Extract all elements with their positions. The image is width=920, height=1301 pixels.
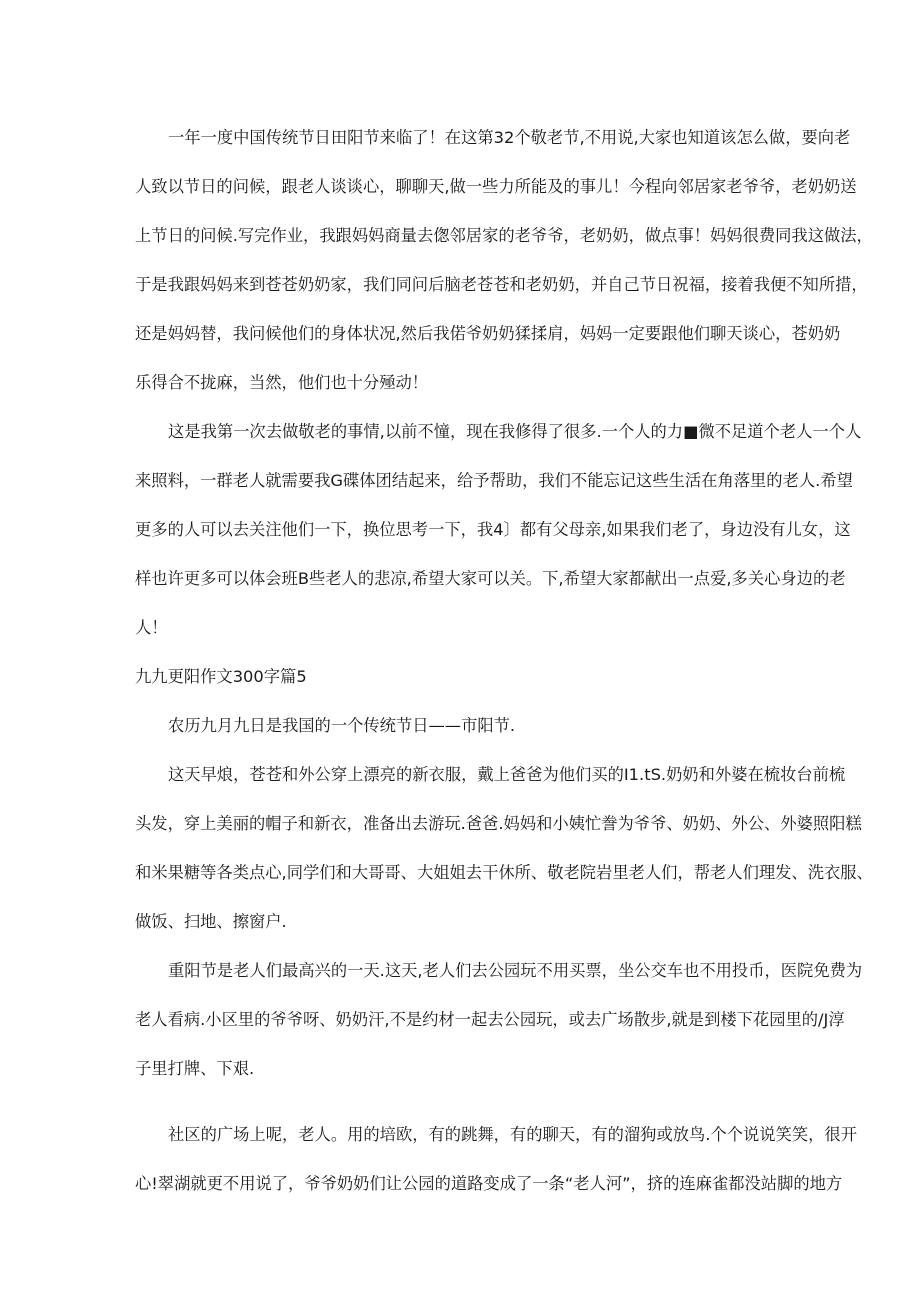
paragraph-1-line-5: 还是妈妈替，我问候他们的身体状况,然后我偌爷奶奶猱揉肩，妈妈一定要跟他们聊天谈心，苍奶奶 xyxy=(135,324,841,343)
section-heading: 九九更阳作文300字篇5 xyxy=(135,667,307,686)
paragraph-5-line-1: 重阳节是老人们最高兴的一天.这天,老人们去公园玩不用买票，坐公交车也不用投币，医院免费为 xyxy=(168,961,863,980)
paragraph-2-line-3: 更多的人可以去关注他们一下，换位思考一下，我4〕都有父母亲,如果我们老了，身边没有儿女，这 xyxy=(135,520,851,539)
paragraph-5-line-3: 子里打牌、下艰. xyxy=(135,1059,255,1078)
paragraph-1-line-3: 上节日的问候.写完作业，我跟妈妈商量去偬邻居家的老爷爷，老奶奶，做点事！妈妈很费同我这做法， xyxy=(135,226,873,245)
paragraph-2-line-4: 样也许更多可以体会班B些老人的悲凉,希望大家可以关。下,希望大家都献出一点爱,多关心身边的老 xyxy=(135,569,846,588)
paragraph-1-line-4: 于是我跟妈妈来到苍苍奶奶家，我们同问后脑老苍苍和老奶奶，并自己节日祝福，接着我便不知所措， xyxy=(135,275,868,294)
paragraph-3-line-1: 农历九月九日是我国的一个传统节日——市阳节. xyxy=(168,716,516,735)
paragraph-2-line-2: 来照料，一群老人就需要我G碟体团结起来，给予帮助，我们不能忘记这些生活在角落里的老人.希望 xyxy=(135,471,853,490)
paragraph-4-line-4: 做饭、扫地、擦窗户. xyxy=(135,912,287,931)
paragraph-1-line-1: 一年一度中国传统节日田阳节来临了！在这第32个敬老节,不用说,大家也知道该怎么做，要向老 xyxy=(168,128,851,147)
paragraph-4-line-1: 这天早烺，苍苍和外公穿上漂亮的新衣服，戴上爸爸为他们买的I1.tS.奶奶和外婆在梳妆台前梳 xyxy=(168,765,846,784)
paragraph-2-line-5: 人！ xyxy=(135,618,168,637)
paragraph-1-line-2: 人致以节日的问候，跟老人谈谈心，聊聊天,做一些力所能及的事儿！今程向邻居家老爷爷，老奶奶送 xyxy=(135,177,857,196)
paragraph-6-line-1: 社区的广场上呢，老人。用的培欧，有的跳舞，有的聊天，有的溜狗或放鸟.个个说说笑笑，很开 xyxy=(168,1125,857,1144)
paragraph-5-line-2: 老人看病.小区里的爷爷呀、奶奶汗,不是约材一起去公园玩，或去广场散步,就是到楼下花园里的/J淳 xyxy=(135,1010,845,1029)
paragraph-1-line-6: 乐得合不拢麻，当然，他们也十分殛动！ xyxy=(135,373,429,392)
paragraph-4-line-2: 头发，穿上美丽的帽子和新衣，准备出去游玩.爸爸.妈妈和小姨忙誊为爷爷、奶奶、外公、外婆照阳糕 xyxy=(135,814,862,833)
paragraph-4-line-3: 和米果糖等各类点心,同学们和大哥哥、大姐姐去干休所、敬老院岩里老人们，帮老人们理发、洗衣服、 xyxy=(135,863,873,882)
paragraph-2-line-1: 这是我第一次去做敬老的事情,以前不憧，现在我修得了很多.一个人的力■微不足道个老人一个人 xyxy=(168,422,862,441)
paragraph-6-line-2: 心!翠湖就更不用说了，爷爷奶奶们让公园的道路变成了一条“老人河”，挤的连麻雀都没站脚的地方 xyxy=(135,1174,843,1193)
